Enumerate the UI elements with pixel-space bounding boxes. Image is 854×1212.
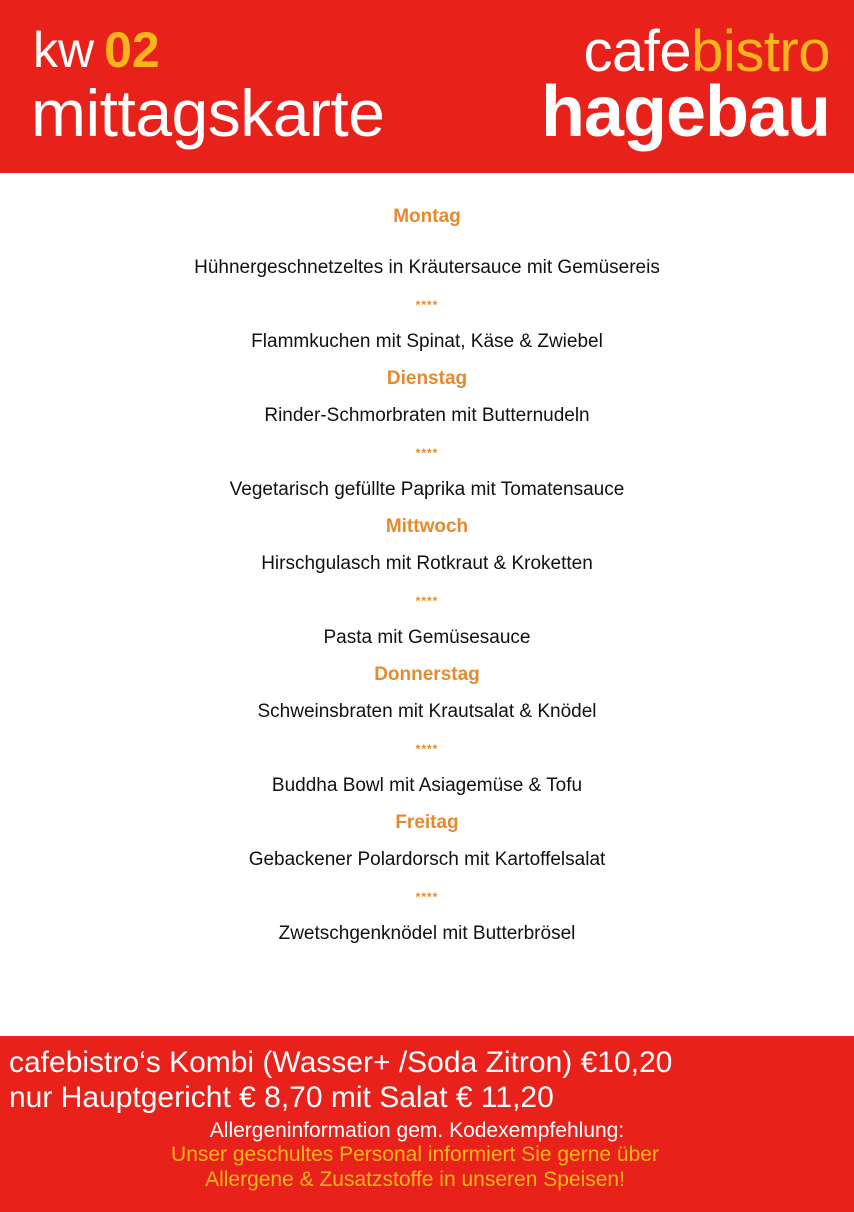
allergen-heading: Allergeninformation gem. Kodexempfehlung: bbox=[209, 1119, 625, 1142]
day-heading: Montag bbox=[393, 206, 461, 227]
footer-band bbox=[0, 1036, 854, 1212]
menu-day-block bbox=[0, 362, 854, 510]
dish-veg: Zwetschgenknödel mit Butterbrösel bbox=[278, 923, 576, 944]
allergen-info-line-1: Unser geschultes Personal informiert Sie gerne über bbox=[171, 1143, 659, 1166]
main-course-price-line: nur Hauptgericht € 8,70 mit Salat € 11,20 bbox=[9, 1081, 554, 1114]
day-heading: Freitag bbox=[395, 812, 459, 833]
menu-day-block bbox=[0, 658, 854, 806]
dish-main: Rinder-Schmorbraten mit Butternudeln bbox=[264, 405, 590, 426]
spacer bbox=[0, 234, 854, 248]
kombi-price-line: cafebistro‘s Kombi (Wasser+ /Soda Zitron) €10,20 bbox=[9, 1046, 673, 1079]
dish-separator: **** bbox=[415, 298, 439, 312]
dish-veg: Vegetarisch gefüllte Paprika mit Tomatensauce bbox=[229, 479, 625, 500]
menu-day-block bbox=[0, 806, 854, 954]
dish-separator: **** bbox=[415, 446, 439, 460]
dish-separator: **** bbox=[415, 742, 439, 756]
menu-day-block bbox=[0, 510, 854, 658]
day-heading: Mittwoch bbox=[385, 516, 469, 537]
calendar-week bbox=[33, 22, 160, 78]
dish-separator: **** bbox=[415, 594, 439, 608]
page-title: mittagskarte bbox=[31, 76, 385, 150]
menu-day-block bbox=[0, 200, 854, 362]
brand-logo-part2: bistro bbox=[691, 19, 830, 84]
dish-veg: Pasta mit Gemüsesauce bbox=[323, 627, 531, 648]
header-band bbox=[0, 0, 854, 173]
allergen-info-line-2: Allergene & Zusatzstoffe in unseren Speisen! bbox=[205, 1168, 625, 1191]
dish-veg: Flammkuchen mit Spinat, Käse & Zwiebel bbox=[251, 331, 603, 352]
day-heading: Donnerstag bbox=[374, 664, 480, 685]
day-heading: Dienstag bbox=[386, 368, 468, 389]
dish-veg: Buddha Bowl mit Asiagemüse & Tofu bbox=[271, 775, 583, 796]
calendar-week-label: kw bbox=[33, 22, 95, 78]
weekly-menu bbox=[0, 200, 854, 954]
calendar-week-number: 02 bbox=[104, 22, 160, 78]
dish-main: Hirschgulasch mit Rotkraut & Kroketten bbox=[261, 553, 593, 574]
dish-main: Schweinsbraten mit Krautsalat & Knödel bbox=[257, 701, 597, 722]
brand-logo-name: hagebau bbox=[540, 72, 830, 152]
dish-main: Hühnergeschnetzeltes in Kräutersauce mit Gemüsereis bbox=[194, 257, 660, 278]
dish-main: Gebackener Polardorsch mit Kartoffelsalat bbox=[248, 849, 606, 870]
brand-logo-part1: cafe bbox=[583, 19, 692, 84]
dish-separator: **** bbox=[415, 890, 439, 904]
